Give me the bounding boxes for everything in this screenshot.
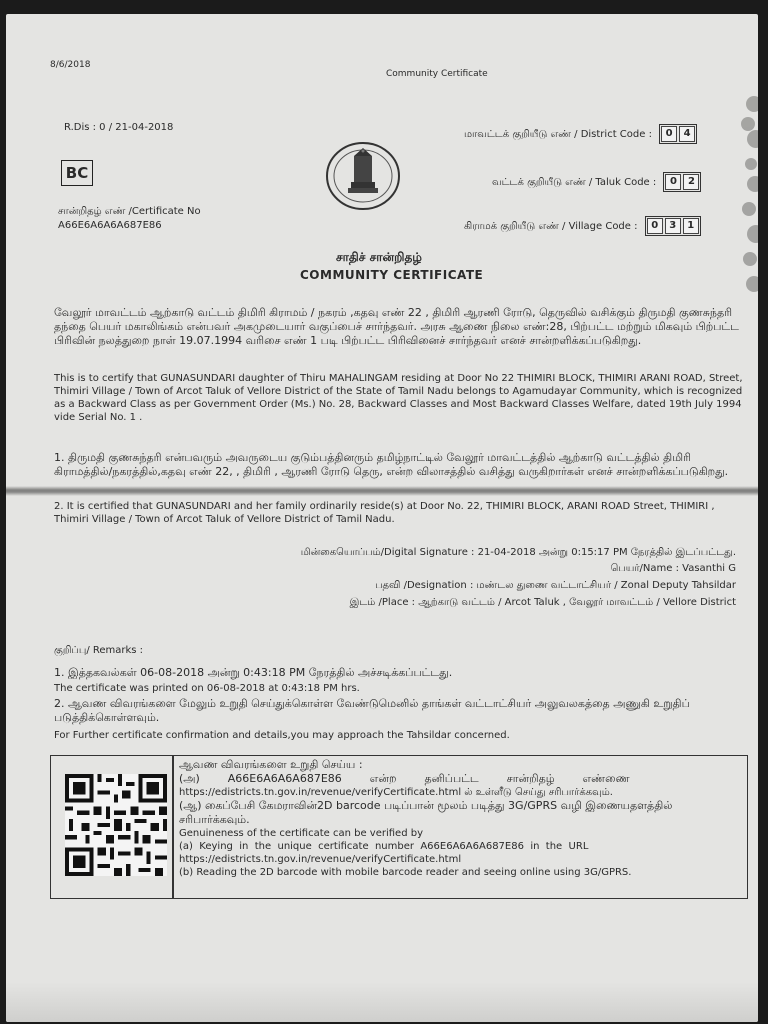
qr-code-icon[interactable] <box>65 774 167 876</box>
district-code-row <box>464 124 697 144</box>
verify-heading-tamil: ஆவண விவரங்களை உறுதி செய்ய : <box>179 758 363 771</box>
verify-a-url-tamil[interactable]: https://edistricts.tn.gov.in/revenue/verifyCertificate.html ல் உள்ளீடு செய்து சரிபார்க்கவும். <box>179 787 613 798</box>
district-code-boxes: 0 4 <box>659 124 697 144</box>
page-bottom-shade <box>6 982 758 1022</box>
remark1-tamil: 1. இத்தகவல்கள் 06-08-2018 அன்று 0:43:18 PM நேரத்தில் அச்சடிக்கப்பட்டது. <box>54 666 453 679</box>
signer-designation: பதவி /Designation : மண்டல துணை வட்டாட்சியர் / Zonal Deputy Tahsildar <box>375 580 736 591</box>
remark2-tamil: 2. ஆவண விவரங்களை மேலும் உறுதி செய்துக்கொள்ள வேண்டுமெனில் தாங்கள் வட்டாட்சியர் அலுவலகத்தை அணுகி உறுதிப் படுத்திக்கொள்ளவும். <box>54 697 690 724</box>
verify-b-english: (b) Reading the 2D barcode with mobile barcode reader and seeing online using 3G/GPRS. <box>179 867 632 878</box>
district-code-label: மாவட்டக் குறியீடு எண் / District Code : <box>464 129 652 140</box>
remark1-english: The certificate was printed on 06-08-2018 at 0:43:18 PM hrs. <box>54 683 360 694</box>
verification-box <box>50 755 748 899</box>
tamilnadu-emblem <box>324 142 402 214</box>
cert-no-value: A66E6A6A6A687E86 <box>58 220 162 231</box>
print-date: 8/6/2018 <box>50 60 91 70</box>
category-badge: BC <box>61 160 93 186</box>
fold-shadow <box>6 486 758 496</box>
taluk-code-label: வட்டக் குறியீடு எண் / Taluk Code : <box>492 177 657 188</box>
verify-a-tamil: (அ) A66E6A6A6A687E86 என்ற தனிப்பட்ட சான்றிதழ் எண்ணை <box>179 772 630 785</box>
digital-signature: மின்கையொப்பம்/Digital Signature : 21-04-2018 அன்று 0:15:17 PM நேரத்தில் இடப்பட்டது. <box>300 547 736 558</box>
village-code-row <box>464 216 701 236</box>
signer-name: பெயர்/Name : Vasanthi G <box>610 563 736 574</box>
verify-b-tamil: (ஆ) கைப்பேசி கேமராவின்2D barcode படிப்பான் மூலம் படித்து 3G/GPRS வழி இணையதளத்தில் சரிபார்க்கவும். <box>179 799 673 826</box>
verify-heading-english: Genuineness of the certificate can be verified by <box>179 828 424 839</box>
title-tamil: சாதிச் சான்றிதழ் <box>336 250 422 264</box>
village-code-boxes: 0 3 1 <box>645 216 701 236</box>
signer-place: இடம் /Place : ஆற்காடு வட்டம் / Arcot Taluk , வேலூர் மாவட்டம் / Vellore District <box>349 597 736 608</box>
taluk-code-row <box>492 172 701 192</box>
remarks-label: குறிப்பு/ Remarks : <box>54 645 144 656</box>
para2-tamil: 1. திருமதி குணசுந்தரி என்பவரும் அவருடைய குடும்பத்தினரும் தமிழ்நாட்டில் வேலூர் மாவட்டத்தில் ஆற்காடு வட்டத்தில் திமிரி கிராமத்தில்/நகரத்தில்,கதவு எண் 22, , திமிரி , ஆரணி ரோடு தெரு, என்ற விலாசத்தில் வசித்து வருகிறார்கள் எனச் சான்றளிக்கப்படுகிறது. <box>54 451 729 478</box>
para1-english: This is to certify that GUNASUNDARI daughter of Thiru MAHALINGAM residing at Door No 22 THIMIRI BLOCK, THIMIRI ARANI ROAD, Street, Thimiri Village / Town of Arcot Taluk of Vellore District of the State of Tamil Nadu belongs to Agamudayar Community, which is recognized as a Backward Class as per Government Order (Ms.) No. 28, Backward Classes and Most Backward Classes Welfare, dated 19th July 1994 vide Serial No. 1 . <box>54 373 743 423</box>
rdis-number: R.Dis : 0 / 21-04-2018 <box>64 122 174 133</box>
taluk-code-boxes: 0 2 <box>663 172 701 192</box>
para2-english: 2. It is certified that GUNASUNDARI and her family ordinarily reside(s) at Door No. 22, THIMIRI BLOCK, ARANI ROAD Street, THIMIRI , Thimiri Village / Town of Arcot Taluk of Vellore District of Tamil Nadu. <box>54 501 715 525</box>
verification-text <box>179 758 741 879</box>
background-foliage <box>718 84 758 304</box>
title-english: COMMUNITY CERTIFICATE <box>300 268 484 282</box>
certificate-page <box>6 14 758 1022</box>
village-code-label: கிராமக் குறியீடு எண் / Village Code : <box>464 221 638 232</box>
print-header: Community Certificate <box>386 69 488 79</box>
verify-a-url-english[interactable]: https://edistricts.tn.gov.in/revenue/verifyCertificate.html <box>179 854 462 865</box>
verify-a-english: (a) Keying in the unique certificate number A66E6A6A6A687E86 in the URL <box>179 841 589 852</box>
verification-divider <box>172 756 174 898</box>
cert-no-label: சான்றிதழ் எண் /Certificate No <box>58 206 201 217</box>
para1-tamil: வேலூர் மாவட்டம் ஆற்காடு வட்டம் திமிரி கிராமம் / நகரம் ,கதவு எண் 22 , திமிரி ஆரணி ரோடு, தெருவில் வசிக்கும் திருமதி குணசுந்தரி தந்தை பெயர் மகாலிங்கம் என்பவர் அகமுடையார் வகுப்பைச் சார்ந்தவர். அரசு ஆணை நிலை எண்:28, பிற்பட்ட மற்றும் மிகவும் பிற்பட்ட பிரிவின் நலத்துறை நாள் 19.07.1994 வரிசை எண் 1 படி பிற்பட்ட பிரிவினைச் சார்ந்தவர் எனச் சான்றளிக்கப்படுகிறது. <box>54 306 739 347</box>
remark2-english: For Further certificate confirmation and details,you may approach the Tahsildar concerned. <box>54 730 510 741</box>
